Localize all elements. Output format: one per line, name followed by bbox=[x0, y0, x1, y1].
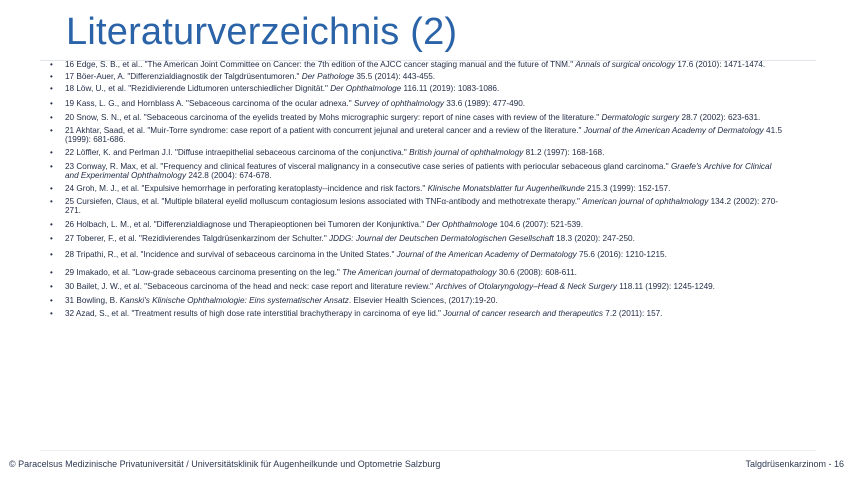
bullet-icon: • bbox=[50, 98, 53, 108]
bullet-icon: • bbox=[50, 295, 53, 305]
reference-journal: Klinische Monatsblatter fur Augenheilkunde bbox=[427, 184, 585, 194]
reference-text: 23 Conway, R. Max, et al. "Frequency and clinical features of visceral malignancy in a consecutive case series of patients with periocular sebaceous gland carcinoma." bbox=[65, 161, 671, 171]
reference-text: 30 Bailet, J. W., et al. "Sebaceous carcinoma of the head and neck: case report and literature review." bbox=[65, 282, 436, 292]
reference-details: 30.6 (2008): 608-611. bbox=[496, 268, 577, 278]
reference-details: 28.7 (2002): 623-631. bbox=[679, 112, 761, 122]
reference-details: 18.3 (2020): 247-250. bbox=[553, 233, 635, 243]
reference-journal: Journal of the American Academy of Dermatology bbox=[396, 250, 577, 260]
reference-details: 104.6 (2007): 521-539. bbox=[497, 219, 584, 229]
reference-journal: Graefe's Archive for Clinical and Experimental Ophthalmology bbox=[65, 161, 772, 180]
reference-details: 17.6 (2010): 1471-1474. bbox=[675, 60, 766, 69]
bullet-icon: • bbox=[50, 161, 53, 171]
reference-item bbox=[48, 99, 783, 108]
reference-text: 18 Löw, U., et al. "Rezidivierende Lidtumoren unterschiedlicher Dignität." bbox=[65, 84, 331, 94]
reference-details: 116.11 (2019): 1083-1086. bbox=[401, 84, 500, 94]
reference-item bbox=[48, 84, 783, 93]
reference-details: 134.2 (2002): 270-271. bbox=[65, 197, 778, 216]
reference-journal: Der Ophthalmologe bbox=[426, 219, 498, 229]
reference-text: 24 Groh, M. J., et al. "Expulsive hemorrhage in perforating keratoplasty--incidence and risk factors." bbox=[65, 184, 428, 194]
bullet-icon: • bbox=[50, 184, 53, 194]
bullet-icon: • bbox=[50, 126, 53, 136]
reference-item bbox=[48, 268, 783, 277]
reference-item bbox=[48, 72, 783, 81]
bullet-icon: • bbox=[50, 148, 53, 158]
reference-journal: Survey of ophthalmology bbox=[353, 98, 445, 108]
reference-text: 29 Imakado, et al. "Low-grade sebaceous carcinoma presenting on the leg." bbox=[65, 268, 343, 278]
bullet-icon: • bbox=[50, 112, 53, 122]
bullet-icon: • bbox=[50, 84, 53, 94]
reference-text: 26 Holbach, L. M., et al. "Differenzialdiagnose und Therapieoptionen bei Tumoren der Konjunktiva." bbox=[65, 219, 427, 229]
reference-journal: The American journal of dermatopathology bbox=[342, 268, 497, 278]
bullet-icon: • bbox=[50, 268, 53, 278]
reference-details: 75.6 (2016): 1210-1215. bbox=[576, 250, 667, 260]
reference-journal: JDDG: Journal der Deutschen Dermatologischen Gesellschaft bbox=[329, 233, 554, 243]
reference-journal: Dermatologic surgery bbox=[601, 112, 680, 122]
reference-text: 32 Azad, S., et al. "Treatment results of high dose rate interstitial brachytherapy in carcinoma of eye lid." bbox=[65, 308, 444, 318]
reference-item bbox=[48, 250, 783, 259]
reference-text: 19 Kass, L. G., and Hornblass A. "Sebaceous carcinoma of the ocular adnexa." bbox=[65, 98, 354, 108]
reference-details: 81.2 (1997): 168-168. bbox=[523, 148, 605, 158]
bullet-icon: • bbox=[50, 197, 53, 207]
reference-details: 41.5 (1999): 681-686. bbox=[65, 126, 782, 145]
bullet-icon: • bbox=[50, 72, 53, 82]
reference-journal: Der Pathologe bbox=[301, 72, 355, 82]
reference-journal: American journal of ophthalmology bbox=[582, 197, 709, 207]
reference-journal: Annals of surgical oncology bbox=[575, 60, 676, 69]
bullet-icon: • bbox=[50, 233, 53, 243]
reference-text: 20 Snow, S. N., et al. "Sebaceous carcinoma of the eyelids treated by Mohs micrographic surgery: report of nine cases with review of the literature." bbox=[65, 112, 602, 122]
reference-item bbox=[48, 126, 783, 144]
reference-text: 22 Löffler, K. and Perlman J.I. "Diffuse intraepithelial sebaceous carcinoma of the conjunctiva." bbox=[65, 148, 410, 158]
bullet-icon: • bbox=[50, 60, 53, 69]
reference-item bbox=[48, 197, 783, 215]
reference-journal: Archives of Otolaryngology–Head & Neck Surgery bbox=[435, 282, 617, 292]
reference-item bbox=[48, 309, 783, 318]
footer-copyright: © Paracelsus Medizinische Privatuniversität / Universitätsklinik für Augenheilkunde und Optometrie Salzburg bbox=[9, 459, 441, 469]
reference-journal: British journal of ophthalmology bbox=[409, 148, 524, 158]
bullet-icon: • bbox=[50, 308, 53, 318]
bullet-icon: • bbox=[50, 250, 53, 260]
reference-text: 31 Bowling, B. bbox=[65, 295, 120, 305]
reference-details: 215.3 (1999): 152-157. bbox=[584, 184, 671, 194]
reference-item bbox=[48, 113, 783, 122]
bullet-icon: • bbox=[50, 282, 53, 292]
reference-item bbox=[48, 162, 783, 180]
reference-text: 27 Toberer, F., et al. "Rezidivierendes Talgdrüsenkarzinom der Schulter." bbox=[65, 233, 330, 243]
reference-text: 16 Edge, S. B., et al.. "The American Joint Committee on Cancer: the 7th edition of the AJCC cancer staging manual and the future of TNM." bbox=[65, 60, 576, 69]
reference-item bbox=[48, 148, 783, 157]
reference-journal: Kanski's Klinische Ophthalmologie: Eins systematischer Ansatz bbox=[119, 295, 349, 305]
reference-list bbox=[48, 60, 783, 318]
reference-text: 17 Böer-Auer, A. "Differenzialdiagnostik der Talgdrüsentumoren." bbox=[65, 72, 302, 82]
reference-details: 7.2 (2011): 157. bbox=[602, 308, 663, 318]
reference-journal: Journal of the American Academy of Dermatology bbox=[583, 126, 764, 136]
reference-item bbox=[48, 60, 783, 69]
reference-journal: Der Ophthalmologe bbox=[330, 84, 402, 94]
slide-title: Literaturverzeichnis (2) bbox=[66, 11, 458, 53]
reference-item bbox=[48, 234, 783, 243]
reference-item bbox=[48, 296, 783, 305]
reference-text: 21 Akhtar, Saad, et al. "Muir-Torre syndrome: case report of a patient with concurrent jejunal and ureteral cancer and a review of the literature." bbox=[65, 126, 584, 136]
reference-item bbox=[48, 220, 783, 229]
footer-page-label: Talgdrüsenkarzinom - 16 bbox=[745, 459, 844, 469]
reference-text: 25 Cursiefen, Claus, et al. "Multiple bilateral eyelid molluscum contagiosum lesions associated with TNFα-antibody and methotrexate therapy." bbox=[65, 197, 583, 207]
reference-details: 33.6 (1989): 477-490. bbox=[444, 98, 526, 108]
reference-item bbox=[48, 282, 783, 291]
footer-divider bbox=[40, 450, 816, 451]
reference-details: 242.8 (2004): 674-678. bbox=[186, 170, 272, 180]
bullet-icon: • bbox=[50, 219, 53, 229]
reference-details: 35.5 (2014): 443-455. bbox=[354, 72, 436, 82]
reference-text: 28 Tripathi, R., et al. "Incidence and survival of sebaceous carcinoma in the United States." bbox=[65, 250, 397, 260]
reference-item bbox=[48, 184, 783, 193]
reference-journal: Journal of cancer research and therapeutics bbox=[443, 308, 603, 318]
reference-details: 118.11 (1992): 1245-1249. bbox=[616, 282, 715, 292]
reference-details: . Elsevier Health Sciences, (2017):19-20. bbox=[348, 295, 498, 305]
